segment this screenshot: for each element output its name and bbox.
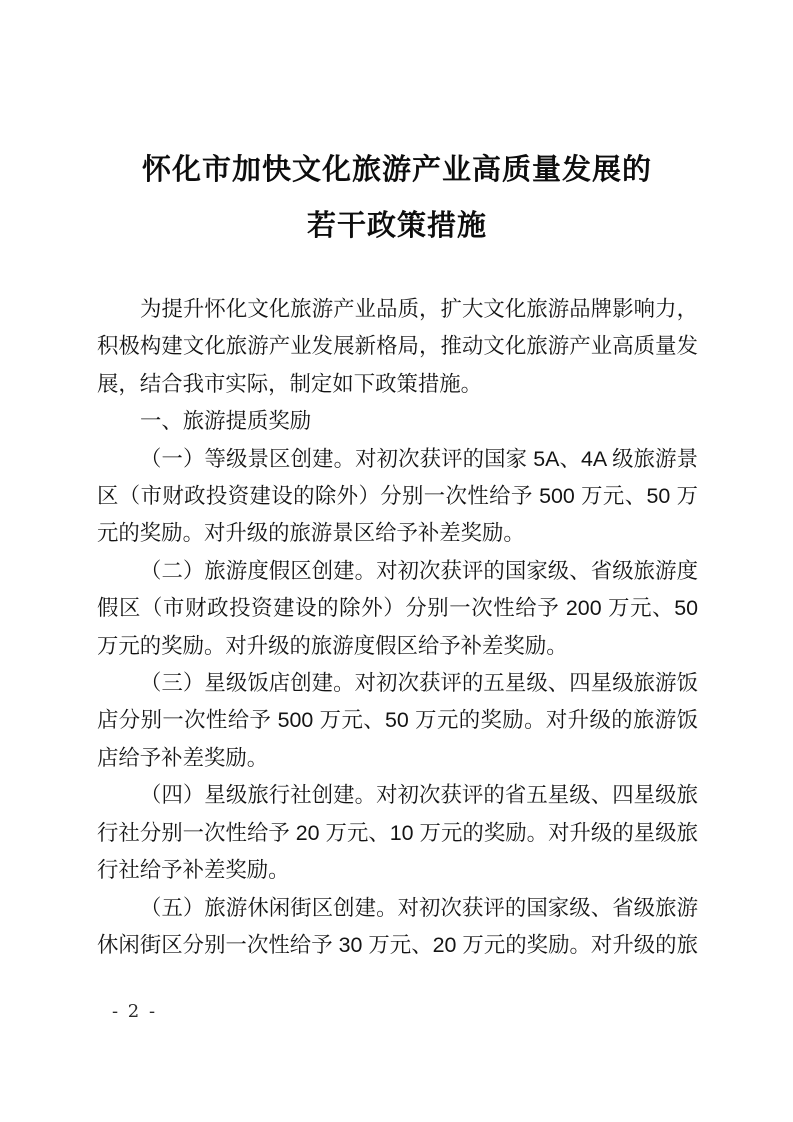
document-body	[97, 291, 698, 964]
text-line: 店给予补差奖励。	[97, 745, 269, 770]
text-line: 休闲街区分别一次性给予 30 万元、20 万元的奖励。对升级的旅	[97, 932, 698, 957]
text-line: 展，结合我市实际，制定如下政策措施。	[97, 371, 483, 396]
text-line: （一）等级景区创建。对初次获评的国家 5A、4A 级旅游景	[140, 446, 698, 471]
text-line: 店分别一次性给予 500 万元、50 万元的奖励。对升级的旅游饭	[97, 708, 698, 733]
text-line: 行社给予补差奖励。	[97, 858, 290, 883]
text-line: 积极构建文化旅游产业发展新格局，推动文化旅游产业高质量发	[97, 334, 698, 359]
text-line: （三）星级饭店创建。对初次获评的五星级、四星级旅游饭	[140, 671, 698, 696]
text-line: （四）星级旅行社创建。对初次获评的省五星级、四星级旅	[140, 783, 698, 808]
text-line: 假区（市财政投资建设的除外）分别一次性给予 200 万元、50	[97, 596, 698, 621]
text-line: 区（市财政投资建设的除外）分别一次性给予 500 万元、50 万	[97, 484, 698, 509]
text-line: （二）旅游度假区创建。对初次获评的国家级、省级旅游度	[140, 558, 698, 583]
text-line: 元的奖励。对升级的旅游景区给予补差奖励。	[97, 521, 525, 546]
document-title	[97, 142, 697, 254]
text-line: （五）旅游休闲街区创建。对初次获评的国家级、省级旅游	[140, 895, 698, 920]
text-line: 为提升怀化文化旅游产业品质，扩大文化旅游品牌影响力，	[140, 297, 698, 321]
text-line: 行社分别一次性给予 20 万元、10 万元的奖励。对升级的星级旅	[97, 820, 698, 845]
title-line-2: 若干政策措施	[306, 210, 487, 242]
title-line-1: 怀化市加快文化旅游产业高质量发展的	[141, 154, 652, 186]
page-number: - 2 -	[112, 1001, 158, 1022]
section-heading: 一、旅游提质奖励	[140, 409, 312, 434]
text-line: 万元的奖励。对升级的旅游度假区给予补差奖励。	[97, 633, 568, 658]
